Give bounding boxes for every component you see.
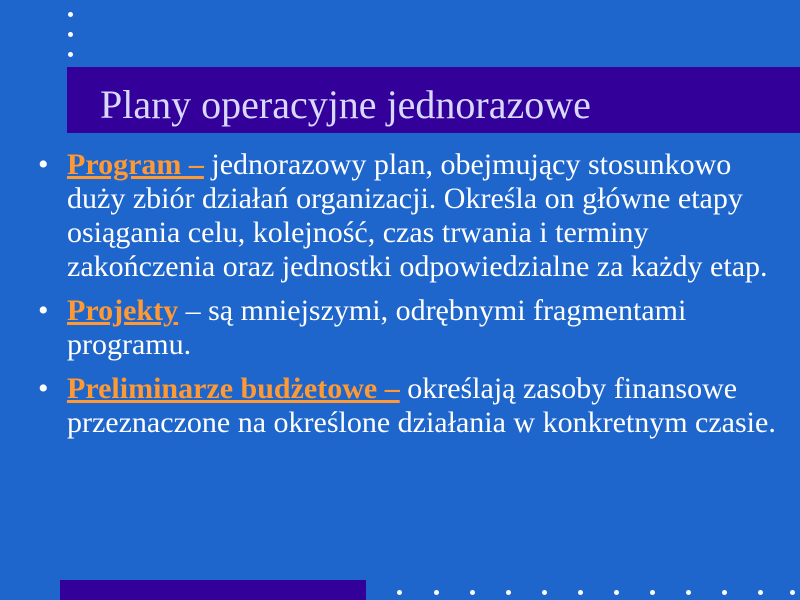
bullet-description: jednorazowy plan, obejmujący stosunkowo duży zbiór działań organizacji. Określa on główne etapy osiągania celu, kolejność, czas trwania i terminy zakończenia oraz jednostki odpowiedzialne za każdy etap. xyxy=(67,148,768,283)
term-link[interactable]: Projekty xyxy=(67,294,179,327)
decor-dot xyxy=(614,590,619,595)
bullet-marker: • xyxy=(38,372,49,405)
bullet-marker: • xyxy=(38,148,49,181)
decor-dot xyxy=(650,590,655,595)
bullet-description: określają zasoby finansowe przeznaczone na określone działania w konkretnym czasie. xyxy=(67,372,776,439)
decor-dot xyxy=(758,590,763,595)
decor-dot xyxy=(68,32,73,37)
decor-dot xyxy=(722,590,727,595)
top-dot-decoration xyxy=(68,8,78,58)
decor-dot xyxy=(790,590,795,595)
decor-dot xyxy=(397,590,402,595)
decor-dot xyxy=(542,590,547,595)
decor-dot xyxy=(68,52,73,57)
bullet-item-projekty xyxy=(38,294,778,362)
bullet-text xyxy=(67,148,778,284)
decor-dot xyxy=(68,12,73,17)
bottom-bar xyxy=(60,580,366,600)
bullet-item-preliminarze xyxy=(38,372,778,440)
slide-title: Plany operacyjne jednorazowe xyxy=(100,82,591,127)
bullet-description: – są mniejszymi, odrębnymi fragmentami programu. xyxy=(67,294,687,361)
term-link[interactable]: Preliminarze budżetowe – xyxy=(67,372,400,405)
bullet-text xyxy=(67,372,778,440)
term-link[interactable]: Program – xyxy=(67,148,204,181)
decor-dot xyxy=(506,590,511,595)
bullet-list xyxy=(38,148,778,450)
bullet-item-program xyxy=(38,148,778,284)
bullet-marker: • xyxy=(38,294,49,327)
bullet-text xyxy=(67,294,778,362)
decor-dot xyxy=(578,590,583,595)
decor-dot xyxy=(434,590,439,595)
decor-dot xyxy=(470,590,475,595)
decor-dot xyxy=(686,590,691,595)
